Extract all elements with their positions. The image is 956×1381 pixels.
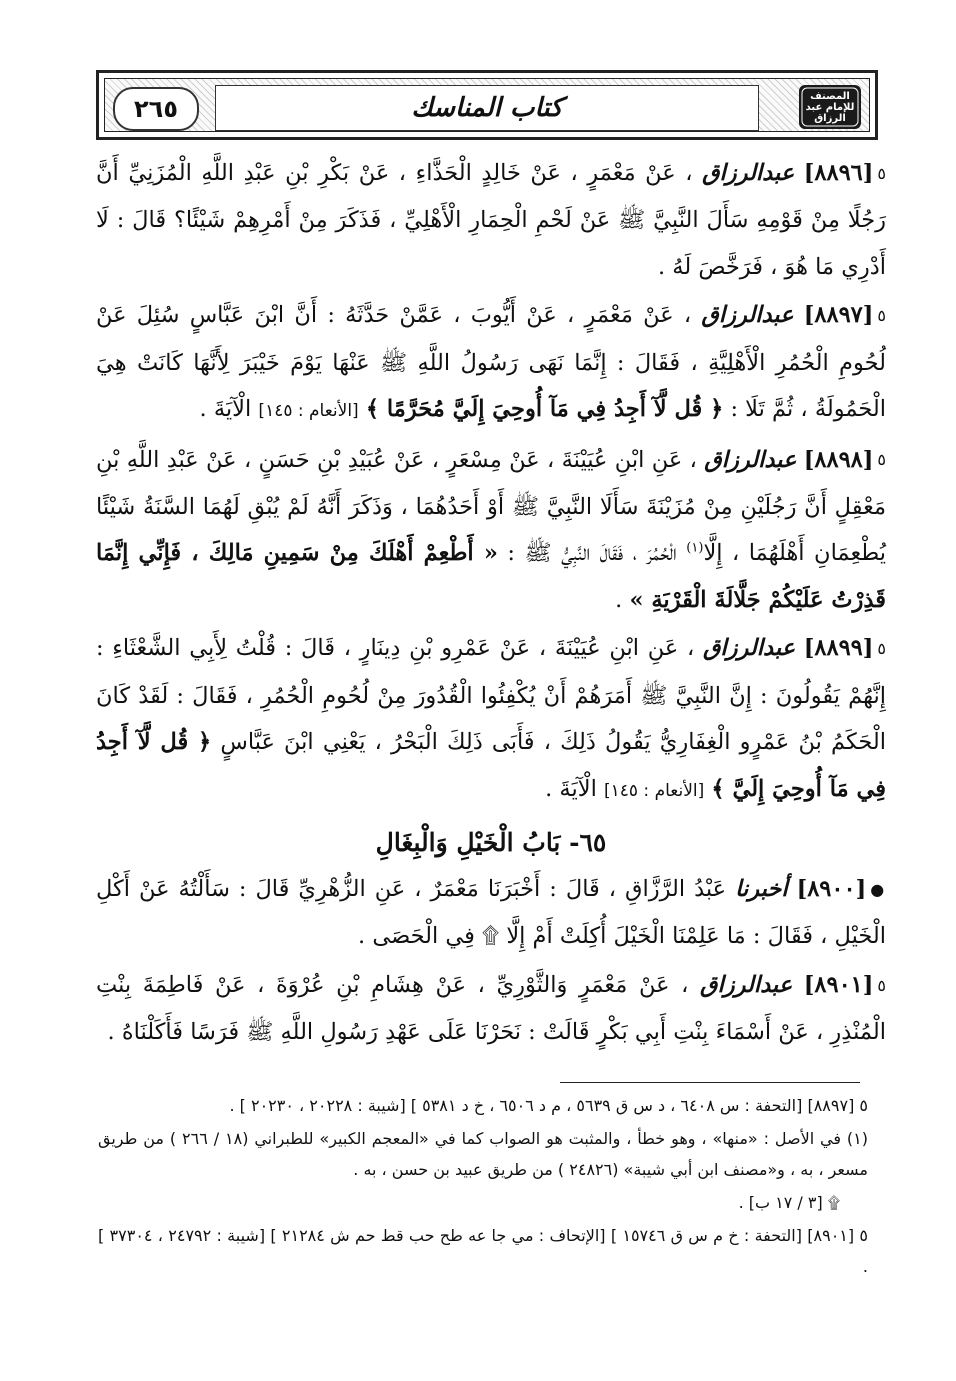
hadith-source: عبدالرزاق xyxy=(704,446,797,473)
hadith-text: ، عَنْ مَعْمَرٍ ، عَنْ أَيُّوبَ ، عَمَّنْ حَدَّثَهُ : أَنَّ ابْنَ عَبَّاسٍ سُئِلَ عَنْ لُحُومِ الْحُمُرِ الْأَهْلِيَّةِ ، فَقَالَ : إِنَّمَا نَهَى رَسُولُ اللَّهِ ﷺ عَنْهَا يَوْمَ خَيْبَرَ لِأَنَّهَا كَانَتْ هِيَ الْحَمُولَةُ ، ثُمَّ تَلَا : xyxy=(96,302,886,422)
hadith-text: ، عَنْ مَعْمَرٍ وَالثَّوْرِيِّ ، عَنْ هِشَامِ بْنِ عُرْوَةَ ، عَنْ فَاطِمَةَ بِنْتِ الْمُنْذِرِ ، عَنْ أَسْمَاءَ بِنْتِ أَبِي بَكْرٍ قَالَتْ : نَحَرْنَا عَلَى عَهْدِ رَسُولِ اللَّهِ ﷺ فَرَسًا فَأَكَلْنَاهُ . xyxy=(96,971,886,1045)
footnote-item: ٥ [٨٨٩٧] [التحفة : س ٦٤٠٨ ، د س ق ٥٦٣٩ ، م د ٦٥٠٦ ، خ د ٥٣٨١ ] [شيبة : ٢٠٢٢٨ ، ٢٠٢٣٠ ] . xyxy=(229,1096,868,1115)
entry-marker: ٥ xyxy=(877,163,886,183)
footnote-divider xyxy=(560,1082,860,1083)
hadith-source: أخبرنا xyxy=(735,876,788,902)
seal-text-line: للإمام عبد الرزاق xyxy=(805,101,855,124)
hadith-tail: فِي الْحَصَى . xyxy=(358,923,475,950)
hadith-source: عبدالرزاق xyxy=(702,635,796,662)
page-number: ٢٦٥ xyxy=(134,95,178,123)
book-seal-logo xyxy=(799,85,861,129)
footnote-item: ۩ [٣ / ١٧ ب] . xyxy=(738,1193,840,1212)
entry-marker: ● xyxy=(870,879,887,899)
hadith-number: [٨٨٩٦] xyxy=(803,160,874,186)
hadith-text: ، عَنِ ابْنِ عُيَيْنَةَ ، عَنْ عَمْرِو بْنِ دِينَارٍ ، قَالَ : قُلْتُ لِأَبِي الشَّعْثَاءِ : إِنَّهُمْ يَقُولُونَ : إِنَّ النَّبِيَّ ﷺ أَمَرَهُمْ أَنْ يُكْفِئُوا الْقُدُورَ مِنْ لُحُومِ الْحُمُرِ ، فَقَالَ : لَقَدْ كَانَ الْحَكَمُ بْنُ عَمْرٍو الْغِفَارِيُّ يَقُولُ ذَلِكَ ، فَأَبَى ذَلِكَ الْبَحْرُ ، يَعْنِي ابْنَ عَبَّاسٍ xyxy=(96,635,887,755)
hadith-text: ، عَنِ ابْنِ عُيَيْنَةَ ، عَنْ مِسْعَرٍ ، عَنْ عُبَيْدِ بْنِ حَسَنٍ ، عَنْ عَبْدِ اللَّهِ بْنِ مَعْقِلٍ أَنَّ رَجُلَيْنِ مِنْ مُزَيْنَةَ سَأَلَا النَّبِيَّ ﷺ أَوْ أَحَدُهُمَا ، وَذَكَرَ أَنَّهُ لَمْ يُبْقِ لَهُمَا السَّنَةُ شَيْئًا يُطْعِمَانِ أَهْلَهُمَا ، إِلَّا xyxy=(96,446,887,567)
header-ornament-band xyxy=(104,78,870,132)
main-text xyxy=(96,150,886,1058)
footnote-marker: (١) xyxy=(686,540,704,556)
entry-marker: ٥ xyxy=(877,975,886,995)
hadith-entry xyxy=(96,962,886,1056)
hadith-entry xyxy=(96,437,886,624)
hadith-number: [٨٨٩٨] xyxy=(803,446,874,473)
chapter-title-box xyxy=(215,85,759,131)
folio-mark-icon: ۩ xyxy=(482,923,500,950)
chapter-title: كتاب المناسك xyxy=(411,93,563,123)
page-number-box xyxy=(113,87,199,131)
footnote-item: ٥ [٨٩٠١] [التحفة : خ م س ق ١٥٧٤٦ ] [الإتحاف : مي جا عه طح حب قط حم ش ٢١٢٨٤ ] [شيبة : ٢٤٧٩٢ ، ٣٧٣٠٤ ] . xyxy=(98,1226,869,1276)
quran-reference: [الأنعام : ١٤٥] xyxy=(603,780,705,801)
section-title: ٦٥- بَابُ الْخَيْلِ وَالْبِغَالِ xyxy=(375,828,607,857)
hadith-number: [٨٩٠١] xyxy=(803,971,874,998)
hadith-entry xyxy=(96,292,886,434)
hadith-text-continued: الْحُمُرَ ، فَقَالَ النَّبِيُّ ﷺ : xyxy=(507,540,677,567)
hadith-source: عبدالرزاق xyxy=(701,302,794,329)
entry-marker: ٥ xyxy=(877,639,887,658)
page-header xyxy=(96,70,878,140)
entry-marker: ٥ xyxy=(877,450,886,470)
footnote-item: (١) في الأصل : «منها» ، وهو خطأ ، والمثبت هو الصواب كما في «المعجم الكبير» للطبراني (١٨ / ٢٦٦ ) من طريق مسعر ، به ، و«مصنف ابن أبي شيبة» (٢٤٨٢٦ ) من طريق عبيد بن حسن ، به . xyxy=(98,1129,869,1179)
hadith-entry xyxy=(96,625,886,814)
hadith-entry xyxy=(96,866,886,960)
hadith-text: عَبْدُ الرَّزَّاقِ ، قَالَ : أَخْبَرَنَا مَعْمَرٌ ، عَنِ الزُّهْرِيِّ قَالَ : سَأَلْتُهُ عَنْ أَكْلِ الْخَيْلِ ، فَقَالَ : مَا عَلِمْنَا الْخَيْلَ أُكِلَتْ أَمْ إِلَّا xyxy=(96,876,886,950)
hadith-entry xyxy=(96,150,886,290)
hadith-tail: الْآيَةَ . xyxy=(199,396,252,422)
seal-text xyxy=(799,91,861,124)
entry-marker: ٥ xyxy=(877,306,886,325)
prophet-quote: « أَطْعِمْ أَهْلَكَ مِنْ سَمِينِ مَالِكَ ، فَإِنِّي إِنَّمَا قَذِرْتُ عَلَيْكُمْ جَلَّالَةَ الْقَرْيَةِ » xyxy=(96,540,886,613)
hadith-number: [٨٨٩٧] xyxy=(803,302,874,329)
hadith-source: عبدالرزاق xyxy=(702,160,795,186)
quran-quote: ﴿ قُل لَّآ أَجِدُ فِي مَآ أُوحِيَ إِلَيَّ ﴾ xyxy=(96,729,886,802)
hadith-tail: . xyxy=(615,586,623,613)
hadith-number: [٨٩٠٠] xyxy=(796,876,867,902)
hadith-source: عبدالرزاق xyxy=(700,971,793,998)
hadith-number: [٨٨٩٩] xyxy=(803,635,874,662)
quran-quote: ﴿ قُل لَّآ أَجِدُ فِي مَآ أُوحِيَ إِلَيَّ مُحَرَّمًا ﴾ xyxy=(365,396,724,422)
footnotes xyxy=(98,1090,868,1284)
hadith-text: ، عَنْ مَعْمَرٍ ، عَنْ خَالِدٍ الْحَذَّاءِ ، عَنْ بَكْرِ بْنِ عَبْدِ اللَّهِ الْمُزَنِيِّ أَنَّ رَجُلًا مِنْ قَوْمِهِ سَأَلَ النَّبِيَّ ﷺ عَنْ لَحْمِ الْحِمَارِ الْأَهْلِيِّ ، فَذَكَرَ مِنْ أَمْرِهِمْ شَيْئًا؟ قَالَ : لَا أَدْرِي مَا هُوَ ، فَرَخَّصَ لَهُ . xyxy=(96,160,886,280)
hadith-tail: الْآيَةَ . xyxy=(545,775,597,802)
seal-text-line: المصنف xyxy=(810,90,850,102)
quran-reference: [الأنعام : ١٤٥] xyxy=(258,401,359,421)
